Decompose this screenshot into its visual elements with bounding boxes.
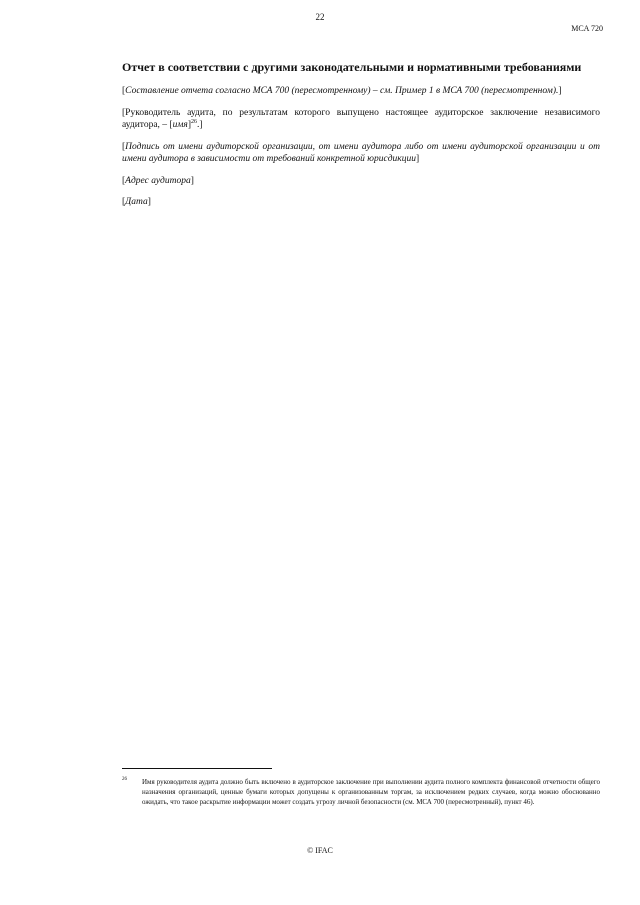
bracket-close: ] [147, 197, 151, 207]
bracket-open: [ [122, 197, 126, 207]
signature-text: Подпись от имени аудиторской организации, от имени аудитора либо от имени аудиторской организации и от имени аудитора в зависимости от требований конкретной юрисдикции [122, 141, 600, 164]
engagement-partner-text: [Руководитель аудита, по результатам которого выпущено настоящее аудиторское заключение независимого аудитора, – [ [122, 107, 600, 130]
date-text: Дата [125, 197, 148, 207]
document-code: MCA 720 [571, 24, 603, 33]
paragraph-end: .] [197, 120, 203, 130]
bracket-open: [ [122, 141, 126, 152]
footnote-marker: 26 [122, 777, 127, 782]
footnote-text: Имя руководителя аудита должно быть включено в аудиторское заключение при выполнении аудита полного комплекта финансовой отчетности общего назначения организаций, ценные бумаги которых допущены к организованным торгам, за исключением редких случаев, когда можно обоснованно ожидать, что такое раскрытие информации может создать угрозу личной безопасности (см. МСА 700 (пересмотренный), пункт 46). [142, 778, 600, 806]
bracket-close: ] [415, 154, 420, 164]
paragraph-report-reference [122, 85, 600, 98]
bracket-close: ] [187, 120, 191, 130]
bracket-close: ] [558, 86, 562, 96]
name-placeholder: имя [172, 120, 188, 130]
bracket-open: [ [122, 175, 126, 186]
footnote [122, 777, 600, 807]
paragraph-date [122, 196, 600, 209]
bracket-close: ] [190, 175, 194, 186]
paragraph-engagement-partner [122, 107, 600, 132]
report-reference-text: Составление отчета согласно МСА 700 (пересмотренному) – см. Пример 1 в МСА 700 (пересмотренном). [125, 86, 559, 96]
bracket-open: [ [122, 86, 126, 96]
paragraph-signature [122, 141, 600, 166]
footnote-divider [122, 768, 272, 769]
main-content [122, 60, 600, 218]
page-number: 22 [315, 12, 325, 22]
section-heading: Отчет в соответствии с другими законодательными и нормативными требованиями [122, 60, 582, 74]
footnote-reference[interactable]: 26 [191, 118, 197, 125]
copyright-footer: © IFAC [307, 846, 333, 855]
auditor-address-text: Адрес аудитора [125, 175, 191, 186]
paragraph-auditor-address [122, 175, 600, 188]
